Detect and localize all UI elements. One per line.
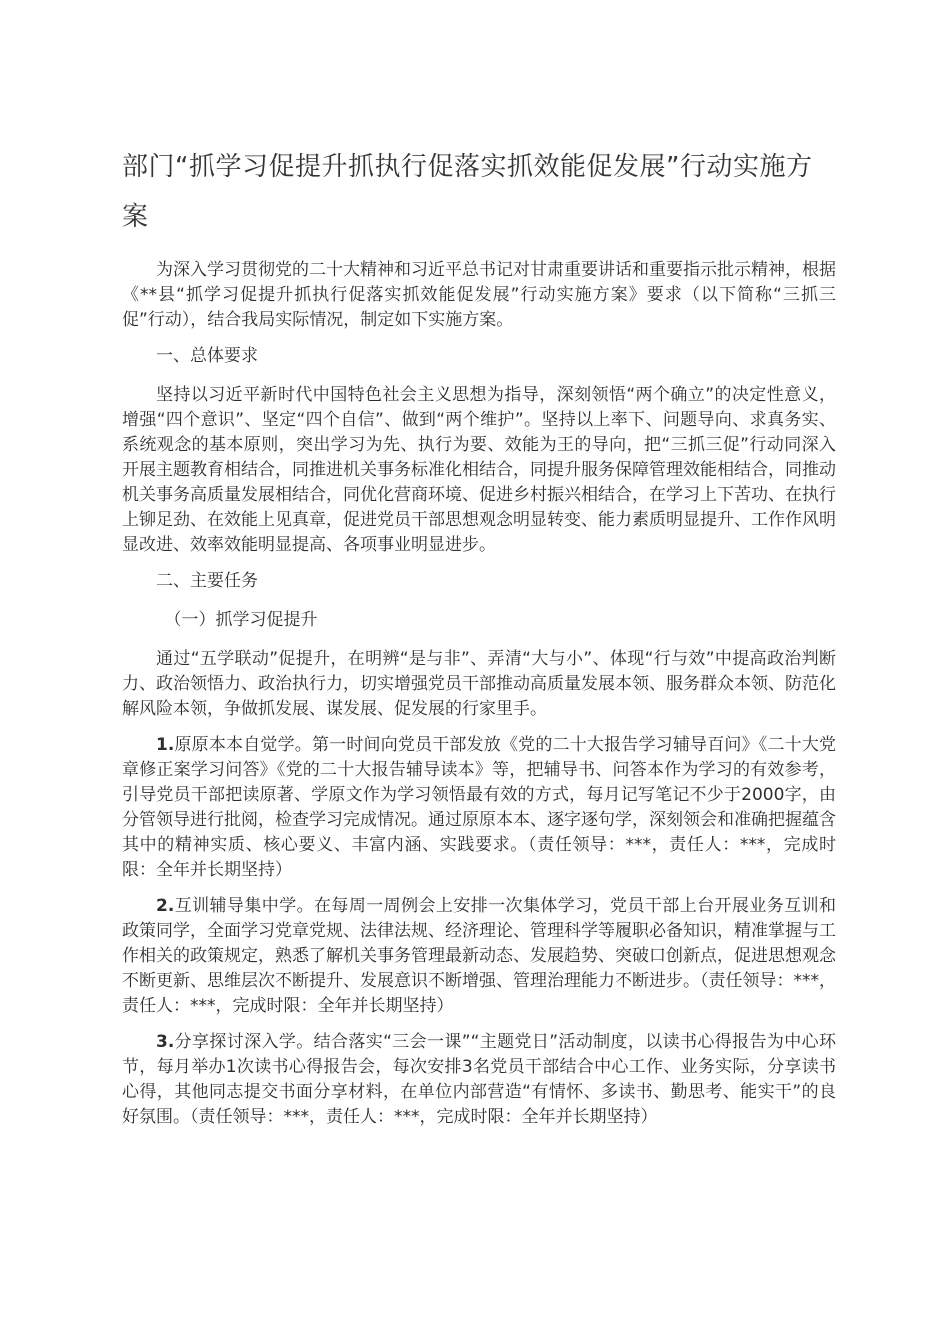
task-item-text: 原原本本自觉学。第一时间向党员干部发放《党的二十大报告学习辅导百问》《二十大党章修正案学习问答》《党的二十大报告辅导读本》等，把辅导书、问答本作为学习的有效参考，引导党员干部把读原著、学原文作为学习领悟最有效的方式，每月记写笔记不少于2000字，由分管领导进行批阅，检查学习完成情况。通过原原本本、逐字逐句学，深刻领会和准确把握蕴含其中的精神实质、核心要义、丰富内涵、实践要求。（责任领导：***，责任人：***，完成时限：全年并长期坚持） <box>122 735 836 880</box>
task-item-number: 2. <box>156 896 175 916</box>
document-page <box>122 142 836 1141</box>
intro-paragraph: 为深入学习贯彻党的二十大精神和习近平总书记对甘肃重要讲话和重要指示批示精神，根据《**县“抓学习促提升抓执行促落实抓效能促发展”行动实施方案》要求（以下简称“三抓三促”行动），结合我局实际情况，制定如下实施方案。 <box>122 260 836 330</box>
task-item-number: 1. <box>156 735 175 755</box>
document-title: 部门“抓学习促提升抓执行促落实抓效能促发展”行动实施方案 <box>122 152 813 232</box>
task-item-text: 分享探讨深入学。结合落实“三会一课”“主题党日”活动制度，以读书心得报告为中心环节，每月举办1次读书心得报告会，每次安排3名党员干部结合中心工作、业务实际，分享读书心得，其他同志提交书面分享材料，在单位内部营造“有情怀、多读书、勤思考、能实干”的良好氛围。（责任领导：***，责任人：***，完成时限：全年并长期坚持） <box>122 1032 836 1127</box>
task-item-2 <box>122 894 836 1019</box>
general-requirements-paragraph: 坚持以习近平新时代中国特色社会主义思想为指导，深刻领悟“两个确立”的决定性意义，增强“四个意识”、坚定“四个自信”、做到“两个维护”。坚持以上率下、问题导向、求真务实、系统观念的基本原则，突出学习为先、执行为要、效能为王的导向，把“三抓三促”行动同深入开展主题教育相结合，同推进机关事务标准化相结合，同提升服务保障管理效能相结合，同推动机关事务高质量发展相结合，同优化营商环境、促进乡村振兴相结合，在学习上下苦功、在执行上铆足劲、在效能上见真章，促进党员干部思想观念明显转变、能力素质明显提升、工作作风明显改进、效率效能明显提高、各项事业明显进步。 <box>122 385 836 555</box>
section-heading-general-requirements: 一、总体要求 <box>156 346 258 366</box>
task-item-1 <box>122 733 836 883</box>
study-paragraph: 通过“五学联动”促提升，在明辨“是与非”、弄清“大与小”、体现“行与效”中提高政治判断力、政治领悟力、政治执行力，切实增强党员干部推动高质量发展本领、服务群众本领、防范化解风险本领，争做抓发展、谋发展、促发展的行家里手。 <box>122 649 836 719</box>
task-item-3 <box>122 1030 836 1130</box>
subsection-heading-study: （一）抓学习促提升 <box>164 610 318 630</box>
task-item-text: 互训辅导集中学。在每周一周例会上安排一次集体学习，党员干部上台开展业务互训和政策同学，全面学习党章党规、法律法规、经济理论、管理科学等履职必备知识，精准掌握与工作相关的政策规定，熟悉了解机关事务管理最新动态、发展趋势、突破口创新点，促进思想观念不断更新、思维层次不断提升、发展意识不断增强、管理治理能力不断进步。（责任领导：***，责任人：***，完成时限：全年并长期坚持） <box>122 896 836 1016</box>
section-heading-main-tasks: 二、主要任务 <box>156 571 258 591</box>
task-item-number: 3. <box>156 1032 175 1052</box>
